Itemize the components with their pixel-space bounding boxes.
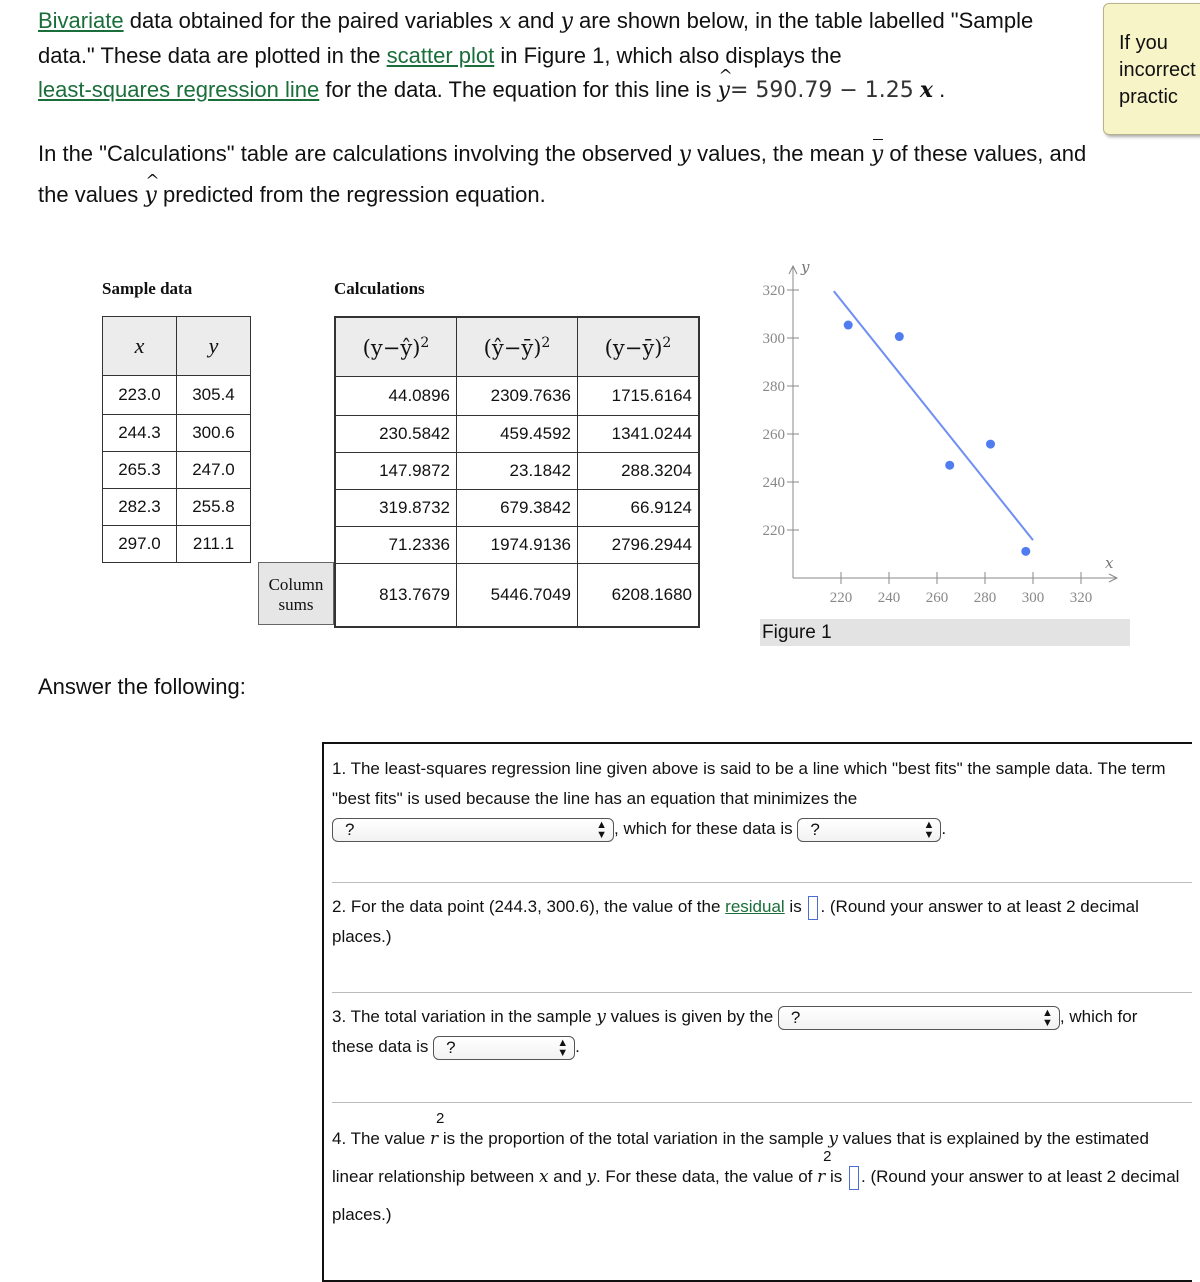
header-explained-sq xyxy=(457,317,578,377)
cell: 147.9872 xyxy=(335,453,457,490)
calc-intro-paragraph xyxy=(38,134,1088,216)
cell: 66.9124 xyxy=(578,490,700,527)
r-squared-answer-input[interactable] xyxy=(849,1166,859,1190)
questions-panel xyxy=(322,742,1192,1282)
intro-text: for the data. The equation for this line is xyxy=(319,77,718,102)
bivariate-link[interactable]: Bivariate xyxy=(38,8,124,33)
cell: 244.3 xyxy=(103,415,177,452)
cell: 459.4592 xyxy=(457,416,578,453)
question-text: . (Round your answer to at least 2 decimal places.) xyxy=(332,1167,1180,1224)
data-point xyxy=(895,332,904,341)
question-text: 3. The total variation in the sample xyxy=(332,1007,597,1026)
data-point xyxy=(844,321,853,330)
x-tick-label: 240 xyxy=(877,590,901,606)
column-sums-label xyxy=(258,562,334,625)
cell: 282.3 xyxy=(103,489,177,526)
q1-value-select[interactable] xyxy=(797,818,941,842)
sum-cell: 813.7679 xyxy=(335,564,457,628)
cell: 297.0 xyxy=(103,526,177,563)
lsrl-link[interactable]: least-squares regression line xyxy=(38,77,320,102)
table-row xyxy=(103,489,251,526)
question-2 xyxy=(332,892,1182,952)
question-text: 2. For the data point (244.3, 300.6), the value of the xyxy=(332,897,726,916)
tooltip-line: incorrect xyxy=(1119,59,1196,81)
question-text: . For these data, the value of xyxy=(595,1167,818,1186)
sums-label-line: Column xyxy=(268,575,324,594)
sample-data-caption: Sample data xyxy=(102,279,193,298)
question-text: is xyxy=(825,1167,847,1186)
q3-value-select[interactable] xyxy=(433,1036,575,1060)
scatter-plot xyxy=(740,238,1140,618)
cell: 2796.2944 xyxy=(578,527,700,564)
var-y: y xyxy=(560,9,573,34)
cell: 305.4 xyxy=(177,376,251,415)
table-row xyxy=(103,526,251,563)
r-squared xyxy=(817,1148,832,1196)
select-value: ? xyxy=(446,1037,456,1057)
residual-link[interactable]: residual xyxy=(725,897,785,916)
y-hat: ^ y xyxy=(718,74,730,108)
figure-caption: Figure 1 xyxy=(760,619,1130,646)
sums-label-line: sums xyxy=(278,595,314,614)
question-text: . (Round your answer to at least 2 decimal places.) xyxy=(332,897,1139,946)
table-row xyxy=(103,376,251,415)
sum-cell: 6208.1680 xyxy=(578,564,700,628)
question-text: 4. The value xyxy=(332,1129,430,1148)
question-text: is xyxy=(784,897,807,916)
var-y: y xyxy=(678,142,691,167)
regression-line xyxy=(834,291,1033,540)
y-tick-label: 260 xyxy=(762,427,785,443)
intro-text: values, the mean xyxy=(690,141,871,166)
table-row xyxy=(335,527,699,564)
intro-text: are shown below, in the table labelled "Sample data." These data are plotted in the xyxy=(38,8,1034,68)
header-text: (y−ȳ) xyxy=(604,335,663,360)
exponent: 2 xyxy=(823,1148,832,1165)
header-total-sq xyxy=(578,317,700,377)
y-tick-label: 220 xyxy=(762,523,785,539)
header-x: x xyxy=(103,317,177,376)
tooltip-line: If you xyxy=(1119,32,1168,54)
y-hat: ^ y xyxy=(144,176,156,216)
cell: 2309.7636 xyxy=(457,377,578,416)
hint-tooltip[interactable] xyxy=(1103,3,1200,135)
table-row xyxy=(335,377,699,416)
cell: 319.8732 xyxy=(335,490,457,527)
question-text: 1. The least-squares regression line given above is said to be a line which "best fits" the sample data. The term "best fits" is used because the line has an equation that minimizes the xyxy=(332,759,1166,808)
cell: 23.1842 xyxy=(457,453,578,490)
exponent: 2 xyxy=(662,334,672,351)
cell: 230.5842 xyxy=(335,416,457,453)
data-point xyxy=(986,440,995,449)
header-resid-sq xyxy=(335,317,457,377)
y-tick-label: 240 xyxy=(762,475,785,491)
select-value: ? xyxy=(810,819,820,839)
var-y: y xyxy=(586,1167,596,1187)
cell: 679.3842 xyxy=(457,490,578,527)
header-text: (ŷ−ȳ) xyxy=(483,335,542,360)
x-tick-label: 300 xyxy=(1021,590,1045,606)
regression-equation: = 590.79 − 1.25 xyxy=(729,78,914,103)
table-row xyxy=(335,416,699,453)
q3-quantity-select[interactable] xyxy=(778,1006,1060,1030)
table-row xyxy=(103,415,251,452)
select-value: ? xyxy=(790,1007,801,1027)
cell: 300.6 xyxy=(177,415,251,452)
sum-cell: 5446.7049 xyxy=(457,564,578,628)
var-x: x xyxy=(499,9,512,34)
y-tick-label: 300 xyxy=(762,331,785,347)
y-tick-label: 320 xyxy=(762,283,785,299)
var-r: r xyxy=(817,1167,826,1187)
cell: 211.1 xyxy=(177,526,251,563)
question-text: values that is explained by the estimated linear relationship between xyxy=(332,1129,1149,1186)
divider xyxy=(332,1102,1192,1103)
tooltip-line: practic xyxy=(1119,86,1178,108)
x-tick-label: 320 xyxy=(1069,590,1093,606)
var-r: r xyxy=(429,1129,439,1149)
var-y: y xyxy=(596,1007,606,1027)
divider xyxy=(332,992,1192,993)
exponent: 2 xyxy=(541,334,551,351)
cell: 1341.0244 xyxy=(578,416,700,453)
select-value: ? xyxy=(345,819,355,839)
residual-answer-input[interactable] xyxy=(808,896,818,920)
question-text: , which for these data is xyxy=(332,1007,1138,1056)
x-tick-label: 260 xyxy=(925,590,949,606)
cell: 44.0896 xyxy=(335,377,457,416)
question-text: values is given by the xyxy=(605,1007,774,1026)
r-squared xyxy=(429,1110,445,1158)
table-row xyxy=(335,453,699,490)
intro-text: data obtained for the paired variables xyxy=(123,8,500,33)
select-arrows-icon: ▲ ▼ xyxy=(923,818,935,841)
select-arrows-icon: ▲ ▼ xyxy=(596,818,607,841)
question-text: and xyxy=(548,1167,587,1186)
cell: 223.0 xyxy=(103,376,177,415)
table-row xyxy=(335,490,699,527)
question-1 xyxy=(332,754,1182,844)
table-row xyxy=(103,452,251,489)
x-tick-label: 220 xyxy=(829,590,853,606)
column-sums-row xyxy=(335,564,699,628)
calculations-table xyxy=(334,316,700,628)
data-point xyxy=(1021,547,1030,556)
x-axis-label: x xyxy=(1105,554,1114,572)
question-3 xyxy=(332,1002,1182,1062)
y-axis-label: y xyxy=(801,258,810,276)
var-x: x xyxy=(919,77,934,103)
intro-text: . xyxy=(933,77,946,102)
intro-text: predicted from the regression equation. xyxy=(156,182,546,207)
question-text: is the proportion of the total variation in the sample xyxy=(438,1129,829,1148)
select-arrows-icon: ▲ ▼ xyxy=(1042,1006,1053,1029)
exponent: 2 xyxy=(435,1110,445,1127)
var-y: y xyxy=(828,1129,839,1149)
intro-text: of these values, and the values xyxy=(38,141,1087,207)
select-arrows-icon: ▲ ▼ xyxy=(557,1036,569,1059)
cell: 247.0 xyxy=(177,452,251,489)
intro-paragraph xyxy=(38,4,1088,108)
scatter-plot-link[interactable]: scatter plot xyxy=(386,43,495,68)
question-text: , which for these data is xyxy=(614,819,793,838)
divider xyxy=(332,882,1192,883)
header-y: y xyxy=(177,317,251,376)
var-x: x xyxy=(538,1167,549,1187)
question-4 xyxy=(332,1110,1182,1234)
cell: 1715.6164 xyxy=(578,377,700,416)
data-point xyxy=(945,461,954,470)
question-text: . xyxy=(575,1037,580,1056)
x-tick-label: 280 xyxy=(973,590,997,606)
y-tick-label: 280 xyxy=(762,379,785,395)
exponent: 2 xyxy=(420,334,430,351)
calculations-caption: Calculations xyxy=(334,279,425,298)
cell: 1974.9136 xyxy=(457,527,578,564)
intro-text: in Figure 1, which also displays the xyxy=(494,43,842,68)
cell: 288.3204 xyxy=(578,453,700,490)
sample-data-table xyxy=(102,316,251,563)
y-bar: y xyxy=(871,135,883,175)
cell: 71.2336 xyxy=(335,527,457,564)
q1-quantity-select[interactable] xyxy=(332,818,614,842)
cell: 265.3 xyxy=(103,452,177,489)
intro-text: In the "Calculations" table are calculations involving the observed xyxy=(38,141,679,166)
intro-text: and xyxy=(511,8,561,33)
question-text: . xyxy=(941,819,947,838)
header-text: (y−ŷ) xyxy=(362,335,421,360)
answer-heading: Answer the following: xyxy=(38,674,246,699)
cell: 255.8 xyxy=(177,489,251,526)
